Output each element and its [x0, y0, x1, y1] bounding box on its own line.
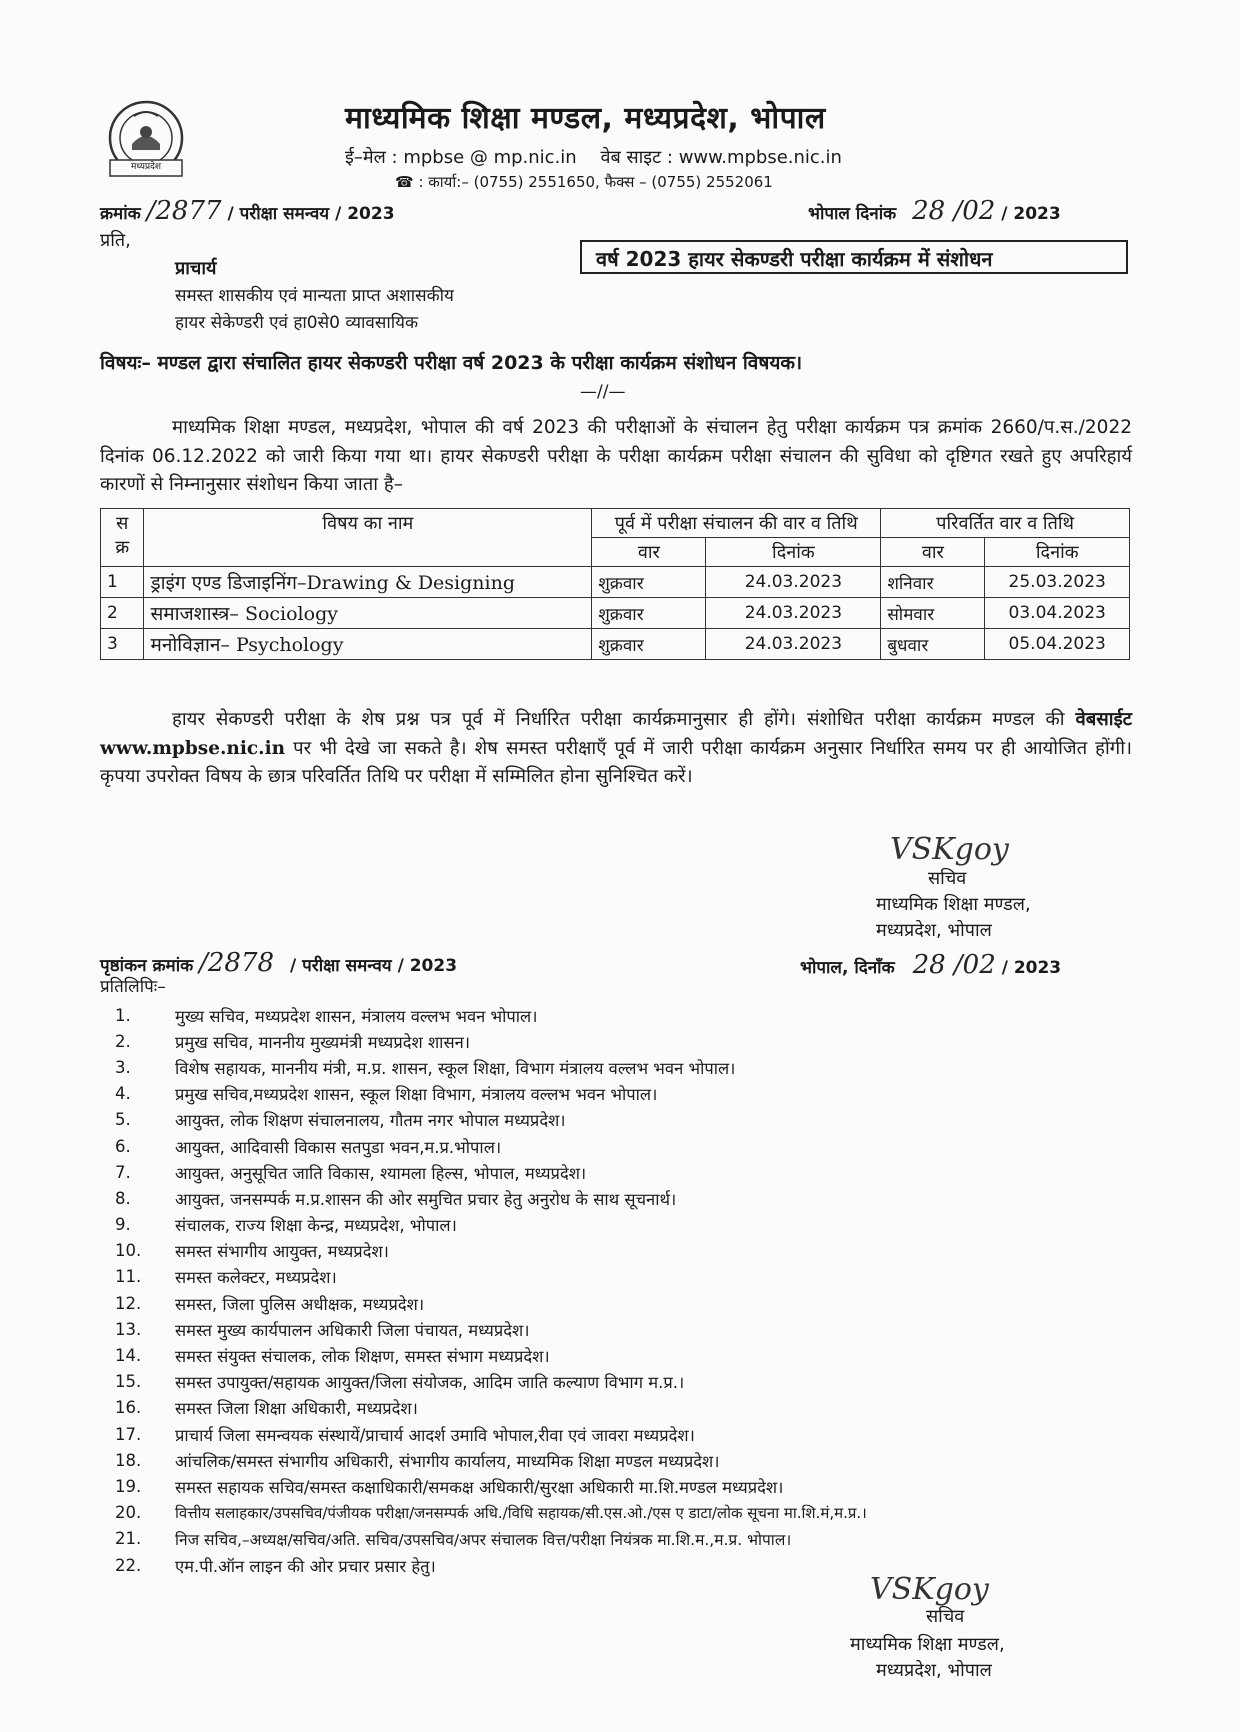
endorsement-date-line [800, 950, 1061, 980]
list-item-text: समस्त मुख्य कार्यपालन अधिकारी जिला पंचायत, मध्यप्रदेश। [175, 1320, 530, 1340]
header-new-day: वार [881, 538, 985, 567]
list-item [115, 1238, 867, 1264]
table-row [101, 567, 1130, 598]
list-item-number: 12. [115, 1293, 142, 1313]
list-item [115, 1526, 867, 1552]
date-prefix: भोपाल दिनांक [808, 204, 897, 224]
list-item-number: 6. [115, 1136, 131, 1156]
list-item [115, 1133, 867, 1159]
row-old-day: शुक्रवार [592, 598, 706, 629]
list-item-number: 22. [115, 1555, 142, 1575]
list-item-number: 8. [115, 1188, 131, 1208]
list-item-number: 4. [115, 1084, 131, 1104]
copy-label: प्रतिलिपिः– [100, 977, 166, 997]
list-item-number: 16. [115, 1398, 142, 1418]
list-item-number: 3. [115, 1057, 131, 1077]
list-item-text: समस्त संभागीय आयुक्त, मध्यप्रदेश। [175, 1242, 389, 1262]
row-old-date: 24.03.2023 [706, 567, 881, 598]
list-item-number: 18. [115, 1450, 142, 1470]
list-item-text: समस्त कलेक्टर, मध्यप्रदेश। [175, 1268, 337, 1288]
list-item-number: 17. [115, 1424, 142, 1444]
recipient-line-3: हायर सेकेण्डरी एवं हा0से0 व्यावसायिक [175, 313, 419, 333]
reference-date-line [808, 196, 1061, 226]
row-subject: समाजशास्त्र– Sociology [144, 598, 592, 629]
row-subject: ड्राइंग एण्ड डिजाइनिंग–Drawing & Designing [144, 567, 592, 598]
list-item [115, 1212, 867, 1238]
list-item-text: एम.पी.ऑन लाइन की ओर प्रचार प्रसार हेतु। [175, 1556, 436, 1576]
endorsement-date-handwritten: 28 /02 [912, 950, 996, 980]
list-item [115, 1264, 867, 1290]
list-item [115, 1290, 867, 1316]
reference-number-handwritten: /2877 [146, 196, 222, 226]
list-item-number: 15. [115, 1372, 142, 1392]
signature-org: माध्यमिक शिक्षा मण्डल, [876, 894, 1031, 915]
row-sno: 2 [101, 598, 144, 629]
list-item-number: 13. [115, 1319, 142, 1339]
copy-list [115, 1002, 867, 1578]
board-title: माध्यमिक शिक्षा मण्डल, मध्यप्रदेश, भोपाल [345, 101, 826, 136]
endorsement-number-handwritten: /2878 [199, 948, 275, 978]
list-item [115, 1054, 867, 1080]
schedule-table [100, 508, 1130, 660]
list-item-number: 9. [115, 1215, 131, 1235]
reference-prefix: क्रमांक [100, 204, 141, 224]
list-item [115, 1159, 867, 1185]
email-line [345, 145, 842, 169]
row-new-date: 05.04.2023 [985, 629, 1130, 660]
endorsement-suffix: / परीक्षा समन्वय / 2023 [289, 956, 458, 976]
list-item [115, 1081, 867, 1107]
row-new-day: शनिवार [881, 567, 985, 598]
list-item-text: प्रमुख सचिव, माननीय मुख्यमंत्री मध्यप्रदेश शासन। [175, 1032, 471, 1052]
list-item [115, 1028, 867, 1054]
list-item-text: प्रमुख सचिव,मध्यप्रदेश शासन, स्कूल शिक्षा विभाग, मंत्रालय वल्लभ भवन भोपाल। [175, 1085, 658, 1105]
header-old-day: वार [592, 538, 706, 567]
list-item-number: 10. [115, 1241, 142, 1261]
header-sno: स क्र [101, 509, 144, 567]
list-item [115, 1500, 867, 1526]
signature-designation: सचिव [926, 1606, 965, 1627]
website-link-text: वेबसाईट www.mpbse.nic.in [100, 709, 1132, 759]
seal-text: मध्यप्रदेश [130, 162, 161, 172]
row-new-day: बुधवार [881, 629, 985, 660]
endorsement-date-suffix: / 2023 [1001, 958, 1062, 978]
list-item [115, 1421, 867, 1447]
list-item-number: 1. [115, 1005, 131, 1025]
list-item [115, 1185, 867, 1211]
signature-scribble: VSKgoy [890, 832, 1009, 867]
list-item-number: 14. [115, 1346, 142, 1366]
header-new-date: दिनांक [985, 538, 1130, 567]
list-item-number: 2. [115, 1031, 131, 1051]
header-old-date: दिनांक [706, 538, 881, 567]
row-new-date: 25.03.2023 [985, 567, 1130, 598]
row-old-day: शुक्रवार [592, 629, 706, 660]
list-item-number: 5. [115, 1110, 131, 1130]
list-item-text: आंचलिक/समस्त संभागीय अधिकारी, संभागीय कार्यालय, माध्यमिक शिक्षा मण्डल मध्यप्रदेश। [175, 1451, 720, 1471]
list-item [115, 1002, 867, 1028]
header-subject: विषय का नाम [144, 509, 592, 567]
list-item-text: वित्तीय सलाहकार/उपसचिव/पंजीयक परीक्षा/जनसम्पर्क अधि./विधि सहायक/सी.एस.ओ./एस ए डाटा/लोक सूचना मा.शि.मं,म.प्र.। [175, 1503, 867, 1522]
phone-fax-line: ☎ : कार्या:– (0755) 2551650, फैक्स – (0755) 2552061 [395, 173, 773, 191]
row-old-day: शुक्रवार [592, 567, 706, 598]
signature-scribble: VSKgoy [870, 1572, 989, 1607]
table-row [101, 629, 1130, 660]
list-item-text: संचालक, राज्य शिक्षा केन्द्र, मध्यप्रदेश, भोपाल। [175, 1216, 457, 1236]
paragraph-1: माध्यमिक शिक्षा मण्डल, मध्यप्रदेश, भोपाल की वर्ष 2023 की परीक्षाओं के संचालन हेतु परीक्षा कार्यक्रम पत्र क्रमांक 2660/प.स./2022 दिनांक 06.12.2022 को जारी किया गया था। हायर सेकण्डरी परीक्षा के परीक्षा कार्यक्रम परीक्षा संचालन की सुविधा को दृष्टिगत रखते हुए अपरिहार्य कारणों से निम्नानुसार संशोधन किया जाता है– [100, 417, 1132, 495]
list-item-text: समस्त संयुक्त संचालक, लोक शिक्षण, समस्त संभाग मध्यप्रदेश। [175, 1347, 550, 1367]
list-item-text: आयुक्त, अनुसूचित जाति विकास, श्यामला हिल्स, भोपाल, मध्यप्रदेश। [175, 1163, 587, 1183]
list-item [115, 1369, 867, 1395]
list-item [115, 1552, 867, 1578]
list-item-number: 11. [115, 1267, 142, 1287]
list-item [115, 1395, 867, 1421]
signature-place: मध्यप्रदेश, भोपाल [876, 920, 992, 941]
list-item-text: समस्त उपायुक्त/सहायक आयुक्त/जिला संयोजक, आदिम जाति कल्याण विभाग म.प्र.। [175, 1373, 685, 1393]
recipient-line-1: प्राचार्य [175, 258, 217, 279]
recipient-prati: प्रति, [100, 230, 131, 251]
list-item-text: आयुक्त, लोक शिक्षण संचालनालय, गौतम नगर भोपाल मध्यप्रदेश। [175, 1111, 566, 1131]
list-item-text: निज सचिव,–अध्यक्ष/सचिव/अति. सचिव/उपसचिव/अपर संचालक वित्त/परीक्षा नियंत्रक मा.शि.म.,म.प्र. भोपाल। [175, 1530, 792, 1549]
recipient-line-2: समस्त शासकीय एवं मान्यता प्राप्त अशासकीय [175, 286, 454, 306]
reference-suffix: / परीक्षा समन्वय / 2023 [227, 204, 395, 224]
subject-line: विषयः– मण्डल द्वारा संचालित हायर सेकण्डरी परीक्षा वर्ष 2023 के परीक्षा कार्यक्रम संशोधन विषयक। [100, 352, 803, 374]
signature-block-1 [820, 832, 1120, 946]
list-item-text: आयुक्त, जनसम्पर्क म.प्र.शासन की ओर समुचित प्रचार हेतु अनुरोध के साथ सूचनार्थ। [175, 1189, 677, 1209]
header-previous: पूर्व में परीक्षा संचालन की वार व तिथि [592, 509, 881, 538]
list-item-number: 7. [115, 1162, 131, 1182]
paragraph-2-part-1: हायर सेकण्डरी परीक्षा के शेष प्रश्न पत्र पूर्व में निर्धारित परीक्षा कार्यक्रमानुसार ही होंगे। संशोधित परीक्षा कार्यक्रम मण्डल की [172, 709, 1065, 730]
list-item-text: समस्त सहायक सचिव/समस्त कक्षाधिकारी/समकक्ष अधिकारी/सुरक्षा अधिकारी मा.शि.मण्डल मध्यप्रदेश। [175, 1477, 784, 1497]
list-item [115, 1316, 867, 1342]
paragraph-2 [100, 706, 1132, 792]
list-item-number: 19. [115, 1476, 142, 1496]
list-item [115, 1447, 867, 1473]
signature-block-2 [820, 1572, 1120, 1688]
date-handwritten: 28 /02 [912, 196, 996, 226]
list-item-text: विशेष सहायक, माननीय मंत्री, म.प्र. शासन, स्कूल शिक्षा, विभाग मंत्रालय वल्लभ भवन भोपाल। [175, 1058, 736, 1078]
list-item [115, 1107, 867, 1133]
row-new-day: सोमवार [881, 598, 985, 629]
board-seal-logo [104, 98, 188, 182]
email-label: ई–मेल : mpbse @ mp.nic.in [345, 147, 577, 168]
list-item-number: 21. [115, 1529, 142, 1549]
row-old-date: 24.03.2023 [706, 598, 881, 629]
row-new-date: 03.04.2023 [985, 598, 1130, 629]
boxed-heading: वर्ष 2023 हायर सेकण्डरी परीक्षा कार्यक्रम में संशोधन [580, 240, 1128, 274]
signature-designation: सचिव [928, 868, 967, 889]
list-item-number: 20. [115, 1503, 142, 1523]
endorsement-date-prefix: भोपाल, दिनाँक [800, 958, 895, 978]
reference-number-line [100, 196, 395, 226]
signature-place: मध्यप्रदेश, भोपाल [876, 1660, 992, 1681]
list-item-text: समस्त, जिला पुलिस अधीक्षक, मध्यप्रदेश। [175, 1294, 425, 1314]
row-sno: 1 [101, 567, 144, 598]
date-suffix: / 2023 [1001, 204, 1061, 224]
list-item-text: प्राचार्य जिला समन्वयक संस्थायें/प्राचार्य आदर्श उमावि भोपाल,रीवा एवं जावरा मध्यप्रदेश। [175, 1425, 695, 1445]
paragraph-2-part-2: पर भी देखे जा सकते है। शेष समस्त परीक्षाएँ पूर्व में जारी परीक्षा कार्यक्रम अनुसार निर्धारित समय पर ही आयोजित होंगी। कृपया उपरोक्त विषय के छात्र परिवर्तित तिथि पर परीक्षा में सम्मिलित होना सुनिश्चित करें। [100, 737, 1132, 787]
list-item-text: आयुक्त, आदिवासी विकास सतपुडा भवन,म.प्र.भोपाल। [175, 1137, 502, 1157]
list-item-text: मुख्य सचिव, मध्यप्रदेश शासन, मंत्रालय वल्लभ भवन भोपाल। [175, 1006, 538, 1026]
signature-org: माध्यमिक शिक्षा मण्डल, [850, 1634, 1005, 1655]
row-old-date: 24.03.2023 [706, 629, 881, 660]
header-changed: परिवर्तित वार व तिथि [881, 509, 1130, 538]
list-item [115, 1342, 867, 1368]
separator: —//— [580, 382, 626, 402]
list-item-text: समस्त जिला शिक्षा अधिकारी, मध्यप्रदेश। [175, 1399, 418, 1419]
endorsement-prefix: पृष्ठांकन क्रमांक [100, 956, 194, 976]
table-row [101, 598, 1130, 629]
website-label: वेब साइट : www.mpbse.nic.in [600, 147, 842, 168]
row-subject: मनोविज्ञान– Psychology [144, 629, 592, 660]
row-sno: 3 [101, 629, 144, 660]
list-item [115, 1473, 867, 1499]
